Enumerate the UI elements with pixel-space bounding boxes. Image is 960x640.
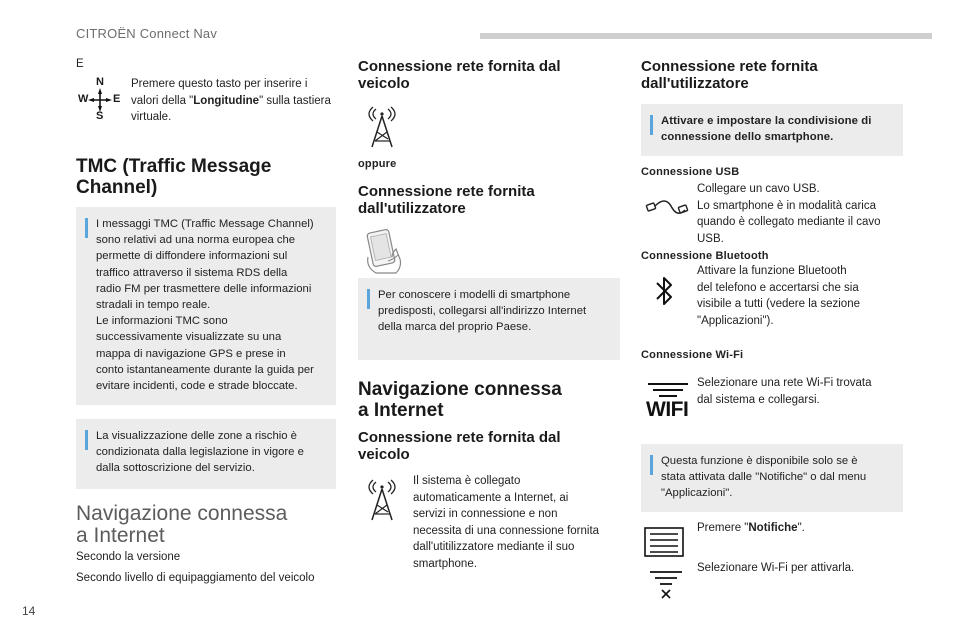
usb-label: Connessione USB [641,166,740,178]
bluetooth-description: Attivare la funzione Bluetooth del telefono e accertarsi che sia visibile a tutti (vedere la sezione "Applicazioni"). [697,265,860,327]
usb-cable-icon [645,192,689,224]
risk-zone-note: La visualizzazione delle zone a rischio è condizionata dalla legislazione in vigore e dalla sottoscrizione del servizio. [76,419,336,489]
document-header-title: CITROËN Connect Nav [76,26,218,41]
user-network-heading: Connessione rete fornita dall'utilizzatore [358,183,535,217]
equipment-line: Secondo livello di equipaggiamento del veicolo [76,572,315,584]
note-marker [650,455,653,475]
tmc-heading: TMC (Traffic Message Channel) [76,156,272,198]
oppure-label: oppure [358,158,397,170]
vehicle-network-heading-2: Connessione rete fornita dal veicolo [358,429,561,463]
note-marker [85,430,88,450]
wifi-description: Selezionare una rete Wi-Fi trovata dal sistema e collegarsi. [697,377,872,406]
tmc-info-note: I messaggi TMC (Traffic Message Channel) sono relativi ad una norma europea che permette di diffondere informazioni sul traffico attraverso il sistema RDS della radio FM per trasmettere delle informazioni stradali in tempo reale. Le informazioni TMC sono successivamente visualizzate su una mappa di navigazione GPS e prese in conto istantaneamente durante la guida per evitare incidenti, code e strade bloccate. [76,207,336,405]
version-line: Secondo la versione [76,551,181,563]
connected-nav-bold-heading: Navigazione connessa a Internet [358,379,562,421]
wifi-toggle-icon [648,566,684,602]
notifications-list-icon [644,527,684,557]
wifi-label: Connessione Wi-Fi [641,349,744,361]
notifications-note: Questa funzione è disponibile solo se è stata attivata dalle "Notifiche" o dal menu "Applicazioni". [641,444,903,512]
compass-icon [76,76,124,124]
bluetooth-label: Connessione Bluetooth [641,250,769,262]
notifications-instruction: Premere "Notifiche". [697,522,805,534]
connected-nav-heading: Navigazione connessa a Internet [76,502,288,547]
compass-n: N [96,76,104,88]
antenna-icon [364,105,400,149]
usb-description: Collegare un cavo USB. Lo smartphone è in modalità carica quando è collegato mediante il cavo USB. [697,183,881,245]
bluetooth-icon [654,273,676,309]
smartphone-icon [362,227,408,275]
wifi-icon [644,378,692,422]
note-marker [85,218,88,238]
compass-s: S [96,110,104,122]
header-rule [480,33,932,39]
wifi-icon-text: WIFI [646,398,689,421]
vehicle-network-description: Il sistema è collegato automaticamente a Internet, ai servizi in connessione e non necessita di una connessione fornita dall'utitilizzatore mediante il suo smartphone. [413,475,600,570]
user-network-heading-2: Connessione rete fornita dall'utilizzatore [641,58,818,92]
smartphone-models-note: Per conoscere i modelli di smartphone predisposti, collegarsi all'indirizzo Internet della marca del proprio Paese. [358,278,620,360]
page-number: 14 [22,604,36,618]
compass-e: E [113,93,121,105]
e-label: E [76,58,84,70]
note-marker [650,115,653,135]
share-connection-note: Attivare e impostare la condivisione di connessione dello smartphone. [641,104,903,156]
vehicle-network-heading: Connessione rete fornita dal veicolo [358,58,561,92]
note-marker [367,289,370,309]
compass-description: Premere questo tasto per inserire i valori della "Longitudine" sulla tastiera virtuale. [131,78,331,123]
compass-w: W [78,93,89,105]
wifi-activate-instruction: Selezionare Wi-Fi per attivarla. [697,562,855,574]
antenna-icon [364,478,400,522]
